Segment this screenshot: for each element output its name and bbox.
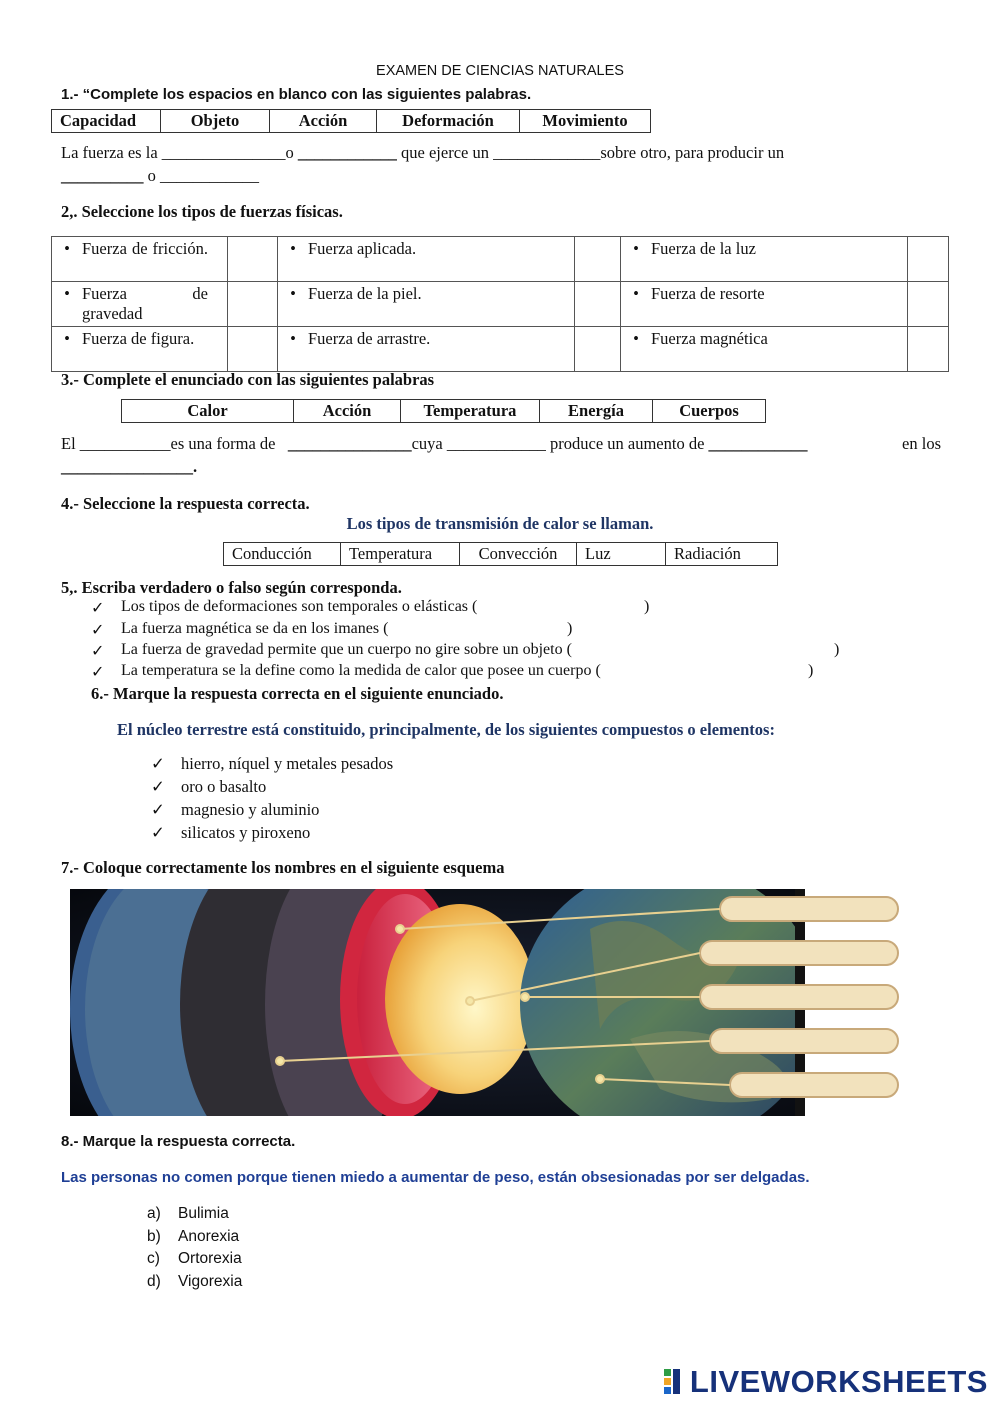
page-title: EXAMEN DE CIENCIAS NATURALES [376, 63, 624, 79]
force-option: Fuerza de fricción. [82, 239, 208, 258]
q5-close: ) [834, 641, 840, 658]
q8-subtitle: Las personas no comen porque tienen miedo a aumentar de peso, están obsesionadas por ser delgadas. [61, 1169, 810, 1186]
inner-core-layer [385, 904, 535, 1094]
answer-field[interactable] [646, 641, 830, 661]
q6-option[interactable]: ✓ magnesio y aluminio [151, 800, 320, 819]
q8-option[interactable]: d) Vigorexia [147, 1273, 243, 1290]
force-option: Fuerza de figura. [82, 329, 195, 348]
q8-option[interactable]: a) Bulimia [147, 1205, 229, 1222]
liveworksheets-logo: LIVEWORKSHEETS [664, 1364, 988, 1400]
q5-close: ) [808, 662, 814, 679]
select-box[interactable] [228, 282, 278, 327]
blank-1[interactable]: _______________ [161, 143, 286, 162]
q3-word: Acción [294, 400, 401, 423]
q2-forces-table [51, 236, 949, 372]
select-box[interactable] [908, 282, 949, 327]
q5-item: ✓ Los tipos de deformaciones son temporales o elásticas ( [91, 598, 478, 617]
q8-option[interactable]: b) Anorexia [147, 1228, 240, 1245]
q1-word: Capacidad [52, 110, 161, 133]
label-slot[interactable] [710, 1029, 898, 1053]
q2-prompt: 2,. Seleccione los tipos de fuerzas físicas. [61, 202, 343, 221]
q1-word: Objeto [161, 110, 270, 133]
label-slot[interactable] [700, 985, 898, 1009]
q1-sentence-line2: __________ o ____________ [61, 166, 259, 185]
q3-sentence-line2: ________________. [61, 457, 198, 476]
select-box[interactable] [575, 237, 621, 282]
answer-field[interactable] [680, 662, 804, 682]
q6-option[interactable]: ✓ silicatos y piroxeno [151, 823, 311, 842]
q6-prompt: 6.- Marque la respuesta correcta en el siguiente enunciado. [91, 684, 504, 703]
q1-word: Deformación [377, 110, 520, 133]
blank-2[interactable]: _______________ [287, 434, 412, 453]
blank-4[interactable]: ____________ [708, 434, 808, 453]
q5-close: ) [644, 598, 650, 615]
q1-prompt: 1.- “Complete los espacios en blanco con las siguientes palabras. [61, 86, 532, 103]
blank-5[interactable]: ________________ [61, 457, 193, 476]
force-option: Fuerza de la luz [651, 239, 756, 258]
q3-word: Cuerpos [653, 400, 766, 423]
select-box[interactable] [228, 237, 278, 282]
force-option: Fuerza aplicada. [308, 239, 417, 258]
q6-option[interactable]: ✓ hierro, níquel y metales pesados [151, 754, 394, 773]
q3-word: Calor [122, 400, 294, 423]
select-box[interactable] [228, 327, 278, 372]
q7-prompt: 7.- Coloque correctamente los nombres en el siguiente esquema [61, 858, 505, 877]
q5-close: ) [567, 620, 573, 637]
select-box[interactable] [908, 327, 949, 372]
blank-1[interactable]: ___________ [79, 434, 171, 453]
q8-prompt: 8.- Marque la respuesta correcta. [61, 1133, 296, 1150]
blank-4[interactable]: __________ [61, 166, 144, 185]
blank-3[interactable]: ____________ [446, 434, 546, 453]
q4-option[interactable]: Conducción [224, 543, 341, 566]
select-box[interactable] [575, 327, 621, 372]
q1-word: Movimiento [520, 110, 651, 133]
label-slot[interactable] [700, 941, 898, 965]
q4-prompt: 4.- Seleccione la respuesta correcta. [61, 494, 310, 513]
q6-option[interactable]: ✓ oro o basalto [151, 777, 267, 796]
q3-prompt: 3.- Complete el enunciado con las siguientes palabras [61, 370, 435, 389]
earth-layers-diagram [70, 889, 901, 1116]
q1-word: Acción [270, 110, 377, 133]
answer-field[interactable] [540, 598, 640, 618]
label-slot[interactable] [730, 1073, 898, 1097]
q5-item: ✓ La fuerza magnética se da en los imanes ( [91, 620, 389, 639]
label-slot[interactable] [720, 897, 898, 921]
force-option: Fuerza de arrastre. [308, 329, 431, 348]
force-option: Fuerza de resorte [651, 284, 765, 303]
blank-3[interactable]: _____________ [493, 143, 601, 162]
q3-word-bank [121, 399, 766, 423]
q4-option[interactable]: Temperatura [341, 543, 460, 566]
logo-icon [664, 1369, 690, 1395]
force-option: Fuerza de la piel. [308, 284, 422, 303]
select-box[interactable] [908, 237, 949, 282]
q6-subtitle: El núcleo terrestre está constituido, principalmente, de los siguientes compuestos o elementos: [117, 720, 775, 739]
table-row: • Fuerza de fricción. • Fuerza aplicada. • Fuerza de la luz [52, 237, 949, 282]
q1-word-bank [51, 109, 651, 133]
q3-sentence: El ___________es una forma de _______________cuya ____________ produce un aumento de ____________ en los [61, 434, 941, 453]
blank-2[interactable]: ____________ [297, 143, 397, 162]
earth-layers-illustration [70, 889, 901, 1116]
blank-5[interactable]: ____________ [160, 166, 259, 185]
q1-sentence: La fuerza es la _______________o ____________ que ejerce un _____________sobre otro, para producir un [61, 143, 785, 162]
q3-word: Temperatura [401, 400, 540, 423]
q5-item: ✓ La fuerza de gravedad permite que un cuerpo no gire sobre un objeto ( [91, 641, 572, 660]
q4-option[interactable]: Convección [460, 543, 577, 566]
table-row: • Fuerza de gravedad • Fuerza de la piel. • Fuerza de resorte [52, 282, 949, 327]
table-row: • Fuerza de figura. • Fuerza de arrastre. • Fuerza magnética [52, 327, 949, 372]
select-box[interactable] [575, 282, 621, 327]
answer-field[interactable] [432, 620, 562, 640]
force-option: Fuerza de gravedad [82, 284, 208, 323]
q4-subtitle: Los tipos de transmisión de calor se llaman. [346, 514, 654, 533]
q8-option[interactable]: c) Ortorexia [147, 1250, 242, 1267]
force-option: Fuerza magnética [651, 329, 768, 348]
q5-item: ✓ La temperatura se la define como la medida de calor que posee un cuerpo ( [91, 662, 601, 681]
q5-prompt: 5,. Escriba verdadero o falso según corresponda. [61, 578, 402, 597]
q3-word: Energía [540, 400, 653, 423]
q4-option[interactable]: Luz [577, 543, 666, 566]
q4-option[interactable]: Radiación [666, 543, 778, 566]
q4-options [223, 542, 778, 566]
